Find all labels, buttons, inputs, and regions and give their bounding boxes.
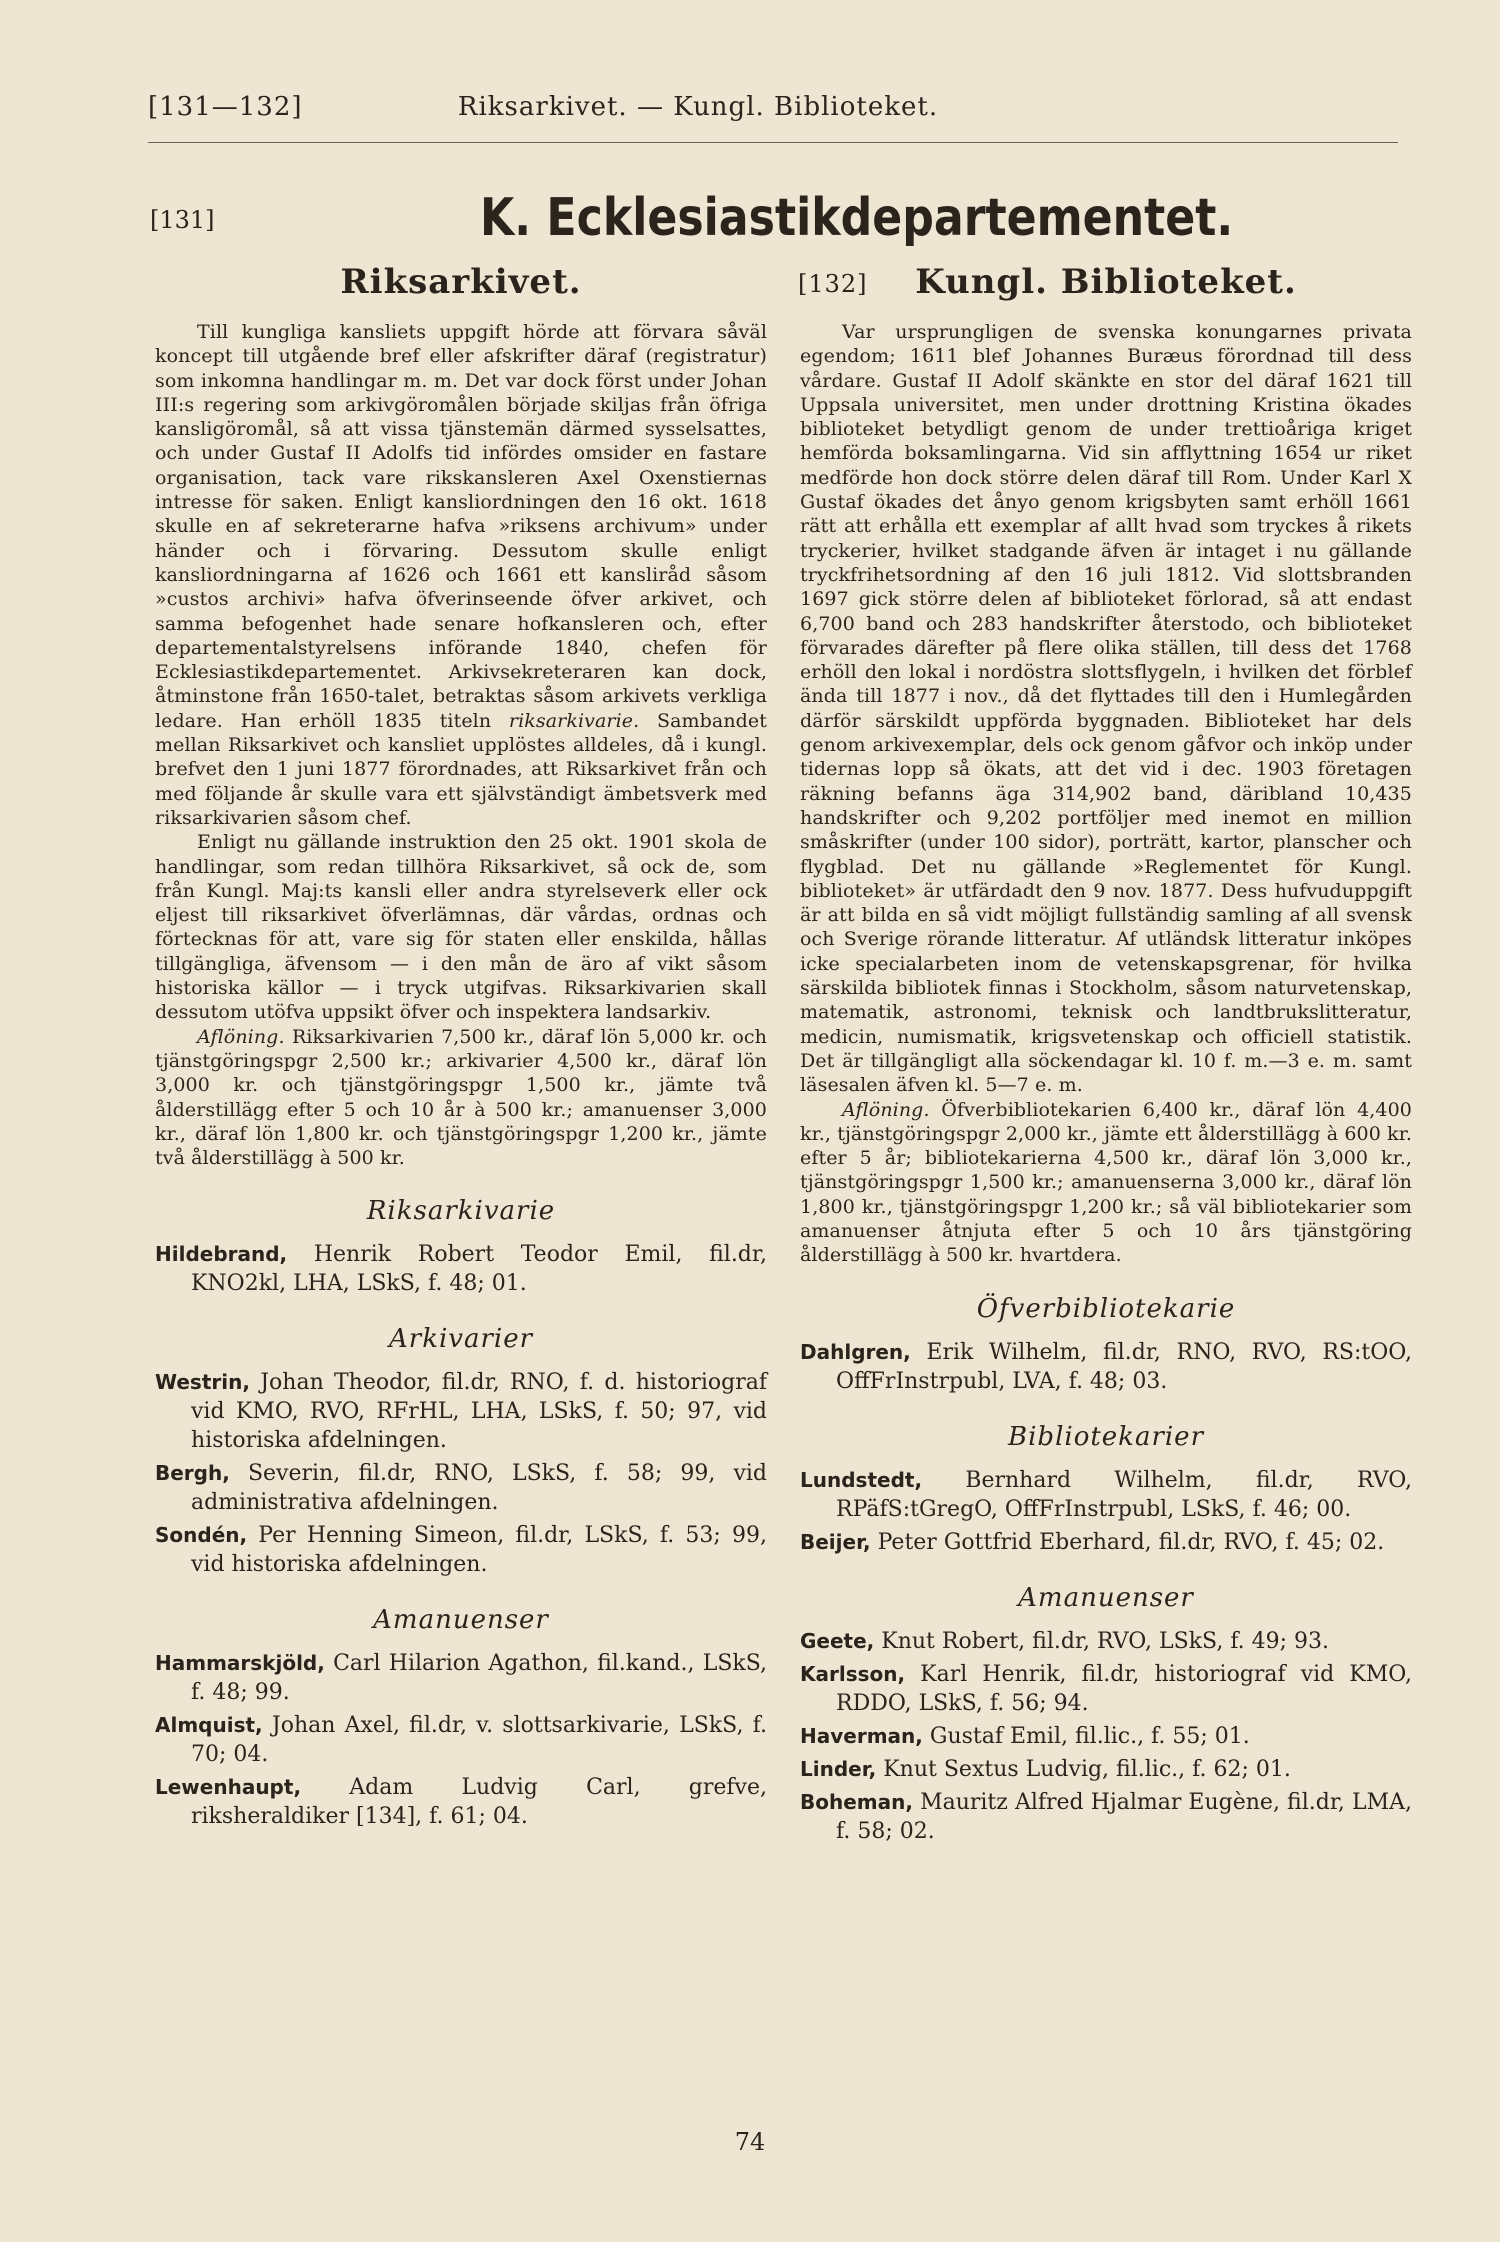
staff-details: Peter Gottfrid Eberhard, fil.dr, RVO, f. 45; 02.	[877, 1529, 1385, 1555]
staff-entry	[155, 1459, 767, 1517]
staff-name: Karlsson,	[800, 1661, 906, 1686]
staff-name: Haverman,	[800, 1723, 923, 1748]
staff-name: Hammarskjöld,	[155, 1651, 325, 1676]
page-number: 74	[734, 2128, 766, 2156]
staff-name: Hildebrand,	[155, 1242, 288, 1267]
staff-entry	[800, 1627, 1412, 1656]
staff-name: Lundstedt,	[800, 1467, 923, 1492]
biblioteket-salary	[800, 1098, 1412, 1268]
riksarkivet-salary	[155, 1025, 767, 1171]
staff-details: Erik Wilhelm, fil.dr, RNO, RVO, RS:tOO, OffFrInstrpubl, LVA, f. 48; 03.	[836, 1339, 1413, 1394]
staff-entry	[800, 1660, 1412, 1718]
staff-details: Karl Henrik, fil.dr, historiograf vid KMO, RDDO, LSkS, f. 56; 94.	[836, 1661, 1412, 1716]
staff-details: Knut Sextus Ludvig, fil.lic., f. 62; 01.	[883, 1756, 1291, 1782]
salary-label: Aflöning.	[842, 1098, 930, 1121]
staff-entry	[155, 1240, 767, 1298]
group-title: Amanuenser	[1018, 1582, 1194, 1613]
running-title: Riksarkivet. — Kungl. Biblioteket.	[457, 92, 939, 122]
staff-name: Geete,	[800, 1628, 875, 1653]
staff-details: Johan Theodor, fil.dr, RNO, f. d. historiograf vid KMO, RVO, RFrHL, LHA, LSkS, f. 50; 97, vid historiska afdelningen.	[191, 1370, 767, 1454]
staff-name: Linder,	[800, 1756, 877, 1781]
staff-name: Sondén,	[155, 1523, 248, 1548]
running-head	[148, 92, 1398, 128]
group-title: Bibliotekarier	[1008, 1421, 1204, 1452]
staff-name: Dahlgren,	[800, 1339, 911, 1364]
right-column	[800, 262, 1412, 1850]
riksarkivet-history	[155, 320, 767, 830]
staff-entry	[155, 1521, 767, 1579]
group-title: Riksarkivarie	[366, 1196, 556, 1227]
staff-entry	[800, 1755, 1412, 1784]
staff-details: Carl Hilarion Agathon, fil.kand., LSkS, f. 48; 99.	[191, 1651, 768, 1706]
staff-details: Henrik Robert Teodor Emil, fil.dr, KNO2kl, LHA, LSkS, f. 48; 01.	[191, 1242, 767, 1297]
group-title: Öfverbibliotekarie	[976, 1293, 1236, 1324]
staff-entry	[155, 1711, 767, 1769]
group-title: Amanuenser	[373, 1605, 549, 1636]
separation-text: Sambandet mellan Riksarkivet och kansliet upplöstes alldeles, då i kungl. brefvet den 1 juni 1877 förordnades, att Riksarkivet från och med följande år skulle vara ett självständigt ämbetsverk med riksarkivarien såsom chef.	[155, 709, 767, 829]
riksarkivet-instruction: Enligt nu gällande instruktion den 25 okt. 1901 skola de handlingar, som redan tillhöra Riksarkivet, så ock de, som från Kungl. Maj:ts kansli eller andra styrelseverk eller ock eljest till riksarkivet öfverlämnas, där vårdas, ordnas och förtecknas för att, vare sig för staten eller enskilda, hållas tillgängliga, äfvensom — i den mån de äro af vikt såsom historiska källor — i tryck utgifvas. Riksarkivarien skall dessutom utöfva uppsikt öfver och inspektera landsarkiv.	[155, 831, 767, 1024]
staff-details: Severin, fil.dr, RNO, LSkS, f. 58; 99, vid administrativa afdelningen.	[191, 1461, 767, 1516]
staff-entry	[155, 1368, 767, 1455]
page-range: [131—132]	[148, 92, 303, 122]
staff-entry	[155, 1649, 767, 1707]
title-term: riksarkivarie.	[508, 709, 640, 732]
staff-details: Gustaf Emil, fil.lic., f. 55; 01.	[929, 1723, 1250, 1749]
staff-details: Knut Robert, fil.dr, RVO, LSkS, f. 49; 93.	[881, 1628, 1330, 1654]
header-rule	[148, 142, 1398, 143]
staff-details: Per Henning Simeon, fil.dr, LSkS, f. 53; 99, vid historiska afdelningen.	[191, 1523, 767, 1578]
staff-name: Lewenhaupt,	[155, 1775, 302, 1800]
department-title: K. Ecklesiastikdepartementet.	[480, 188, 1234, 248]
staff-entry	[800, 1338, 1412, 1396]
salary-label: Aflöning.	[197, 1025, 285, 1048]
salary-text: Öfverbibliotekarien 6,400 kr., däraf lön 4,400 kr., tjänstgöringspgr 2,000 kr., jämte ett ålderstillägg à 600 kr. efter 5 år; bibliotekarierna 4,500 kr., däraf lön 3,000 kr., tjänstgöringspgr 1,500 kr.; amanuenserna 3,000 kr., däraf lön 1,800 kr., tjänstgöringspgr 1,200 kr.; så väl bibliotekarier som amanuenser åtnjuta efter 5 och 10 års tjänstgöring ålderstillägg à 500 kr. hvartdera.	[800, 1098, 1412, 1267]
riksarkivet-heading: Riksarkivet.	[340, 262, 582, 302]
biblioteket-heading: Kungl. Biblioteket.	[915, 262, 1297, 302]
staff-details: Adam Ludvig Carl, grefve, riksheraldiker [134], f. 61; 04.	[191, 1775, 767, 1830]
biblioteket-heading-row	[800, 262, 1412, 312]
staff-entry	[800, 1466, 1412, 1524]
biblioteket-history: Var ursprungligen de svenska konungarnes privata egendom; 1611 blef Johannes Buræus förordnad till dess vårdare. Gustaf II Adolf skänkte en stor del däraf 1621 till Uppsala universitet, men under drottning Kristina ökades biblioteket betydligt genom de under trettioåriga kriget hemförda boksamlingarna. Vid sin afflyttning 1654 ur riket medförde hon dock större delen däraf till Rom. Under Karl X Gustaf ökades det ånyo genom krigsbyten samt erhöll 1661 rätt att erhålla ett exemplar af allt hvad som tryckes å rikets tryckerier, hvilket stadgande äfven är intaget i nu gällande tryckfrihetsordning af den 16 juli 1812. Vid slottsbranden 1697 gick större delen af biblioteket förlorad, så att endast 6,700 band och 283 handskrifter återstodo, och biblioteket förvarades därefter på flere olika ställen, till dess det 1768 erhöll den lokal i nordöstra slottsflygeln, i hvilken det förblef ända till 1877 i nov., då det flyttades till den i Humlegården därför särskildt uppförda byggnaden. Biblioteket har dels genom arkivexemplar, dels ock genom gåfvor och inköp under tidernas lopp så ökats, att det vid i dec. 1903 företagen räkning befanns äga 314,902 band, däribland 10,435 handskrifter och 9,202 portföljer med inemot en million småskrifter (under 100 sidor), porträtt, kartor, planscher och flygblad. Det nu gällande »Reglementet för Kungl. biblioteket» är utfärdadt den 9 nov. 1877. Dess hufvuduppgift är att bilda en så vidt möjligt fullständig samling af all svensk och Sverige rörande litteratur. Af utländsk litteratur inköpes icke specialarbeten inom de vetenskapsgrenar, för hvilka särskilda bibliotek finnas i Stockholm, såsom naturvetenskap, matematik, astronomi, teknisk och landtbrukslitteratur, medicin, numismatik, krigsvetenskap och officiell statistik. Det är tillgängligt alla söckendagar kl. 10 f. m.—3 e. m. samt läsesalen äfven kl. 5—7 e. m.	[800, 321, 1412, 1097]
staff-name: Almquist,	[155, 1713, 263, 1738]
staff-name: Westrin,	[155, 1370, 250, 1395]
salary-text: Riksarkivarien 7,500 kr., däraf lön 5,000 kr. och tjänstgöringspgr 2,500 kr.; arkivarier 4,500 kr., däraf lön 3,000 kr. och tjänstgöringspgr 1,500 kr., jämte två ålderstillägg efter 5 och 10 år à 500 kr.; amanuenser 3,000 kr., däraf lön 1,800 kr. och tjänstgöringspgr 1,200 kr., jämte två ålderstillägg à 500 kr.	[155, 1025, 768, 1170]
staff-entry	[800, 1788, 1412, 1846]
left-column	[155, 262, 767, 1835]
staff-entry	[155, 1773, 767, 1831]
staff-details: Bernhard Wilhelm, fil.dr, RVO, RPäfS:tGregO, OffFrInstrpubl, LSkS, f. 46; 00.	[836, 1467, 1412, 1522]
staff-name: Beijer,	[800, 1529, 871, 1554]
group-title: Arkivarier	[388, 1324, 534, 1355]
section-number-right: [132]	[798, 270, 868, 298]
staff-details: Mauritz Alfred Hjalmar Eugène, fil.dr, LMA, f. 58; 02.	[836, 1789, 1413, 1844]
staff-entry	[800, 1722, 1412, 1751]
staff-entry	[800, 1528, 1412, 1557]
section-number-left: [131]	[150, 206, 215, 234]
history-text: Till kungliga kansliets uppgift hörde att förvara såväl koncept till utgående bref eller afskrifter däraf (registratur) som inkomna handlingar m. m. Det var dock först under Johan III:s regering som arkivgöromålen började skiljas från öfriga kansligöromål, så att vissa tjänstemän därmed sysselsattes, och under Gustaf II Adolfs tid infördes omsider en fastare organisation, tack vare rikskansleren Axel Oxenstiernas intresse för saken. Enligt kansliordningen den 16 okt. 1618 skulle en af sekreterarne hafva »riksens archivum» under händer och i förvaring. Dessutom skulle enligt kansliordningarna af 1626 och 1661 ett kansliråd såsom »custos archivi» hafva öfverinseende öfver arkivet, och samma befogenhet hade senare hofkansleren och, efter departementalstyrelsens införande 1840, chefen för Ecklesiastikdepartementet. Arkivsekreteraren kan dock, åtminstone från 1650-talet, betraktas såsom arkivets verkliga ledare. Han erhöll 1835 titeln	[155, 321, 767, 732]
staff-name: Bergh,	[155, 1461, 230, 1486]
staff-details: Johan Axel, fil.dr, v. slottsarkivarie, LSkS, f. 70; 04.	[191, 1713, 767, 1768]
staff-name: Boheman,	[800, 1789, 913, 1814]
